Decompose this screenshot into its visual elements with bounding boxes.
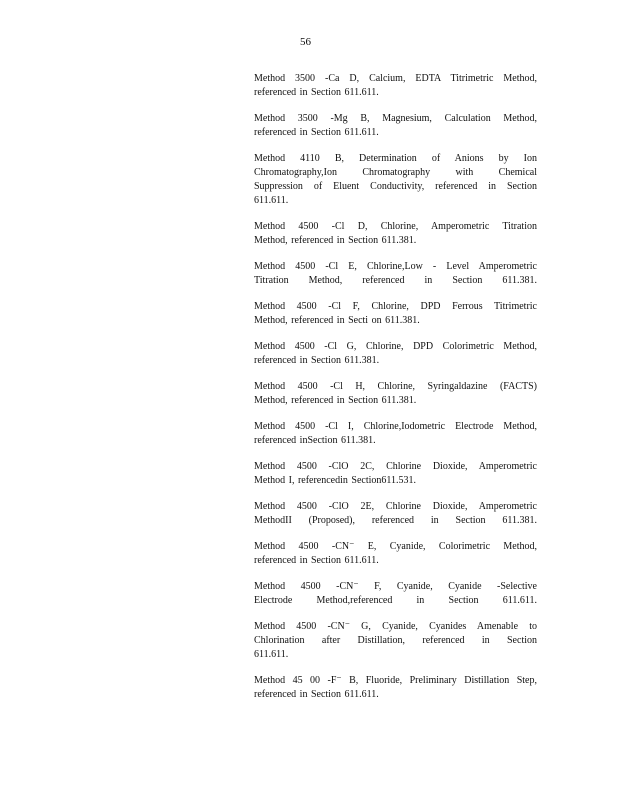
method-entry-line: Method 3500 -Mg B, Magnesium, Calculation Method, [254, 113, 537, 124]
method-entry [254, 540, 537, 568]
method-entry-line: Method 4110 B, Determination of Anions by Ion [254, 153, 537, 164]
method-entry-line: Method 4500 -Cl H, Chlorine, Syringaldazine (FACTS) [254, 381, 537, 392]
method-entry [254, 420, 537, 448]
page-number: 56 [300, 36, 311, 48]
method-entry [254, 380, 537, 408]
method-entry-line: referenced in Section 611.611. [254, 555, 379, 566]
method-entry-line: referenced inSection 611.381. [254, 435, 376, 446]
method-entry-line: Method 4500 -CN⁻ F, Cyanide, Cyanide -Selective [254, 581, 537, 592]
method-entry-line: Method 4500 -Cl D, Chlorine, Amperometric Titration [254, 221, 537, 232]
method-entry-line: Method 4500 -ClO 2C, Chlorine Dioxide, Amperometric [254, 461, 537, 472]
method-entry [254, 152, 537, 208]
method-entry [254, 620, 537, 662]
method-entry-line: Method I, referencedin Section611.531. [254, 475, 417, 486]
method-entry-line: MethodII (Proposed), referenced in Section 611.381. [254, 515, 537, 526]
method-entry-line: Chromatography,Ion Chromatography with Chemical [254, 167, 537, 178]
method-entry-line: Method, referenced in Section 611.381. [254, 395, 417, 406]
method-entry [254, 580, 537, 608]
method-entry [254, 300, 537, 328]
method-entry [254, 112, 537, 140]
method-entry-line: 611.611. [254, 195, 289, 206]
method-entry [254, 220, 537, 248]
method-entry [254, 72, 537, 100]
method-entry [254, 460, 537, 488]
method-entry-line: Method 4500 -Cl G, Chlorine, DPD Colorimetric Method, [254, 341, 537, 352]
method-entry-line: Method 45 00 -F⁻ B, Fluoride, Preliminary Distillation Step, [254, 675, 537, 686]
method-entry-line: Method 4500 -ClO 2E, Chlorine Dioxide, Amperometric [254, 501, 537, 512]
method-entry-line: referenced in Section 611.381. [254, 355, 380, 366]
method-entry-line: Titration Method, referenced in Section 611.381. [254, 275, 537, 286]
method-entry-line: Method 4500 -CN⁻ E, Cyanide, Colorimetric Method, [254, 541, 537, 552]
method-entry-line: referenced in Section 611.611. [254, 127, 379, 138]
method-entry [254, 260, 537, 288]
method-entry-line: Method 4500 -Cl I, Chlorine,Iodometric Electrode Method, [254, 421, 537, 432]
method-entry [254, 674, 537, 702]
method-entry-line: Method, referenced in Secti on 611.381. [254, 315, 420, 326]
method-entry-line: Method 3500 -Ca D, Calcium, EDTA Titrimetric Method, [254, 73, 537, 84]
method-reference-list [254, 72, 537, 714]
method-entry-line: Chlorination after Distillation, referenced in Section [254, 635, 537, 646]
method-entry-line: Method 4500 -CN⁻ G, Cyanide, Cyanides Amenable to [254, 621, 537, 632]
method-entry-line: Suppression of Eluent Conductivity, referenced in Section [254, 181, 537, 192]
method-entry [254, 340, 537, 368]
method-entry-line: referenced in Section 611.611. [254, 87, 379, 98]
method-entry [254, 500, 537, 528]
method-entry-line: 611.611. [254, 649, 289, 660]
method-entry-line: Method 4500 -Cl E, Chlorine,Low - Level Amperometric [254, 261, 537, 272]
method-entry-line: referenced in Section 611.611. [254, 689, 379, 700]
method-entry-line: Method, referenced in Section 611.381. [254, 235, 417, 246]
method-entry-line: Method 4500 -Cl F, Chlorine, DPD Ferrous Titrimetric [254, 301, 537, 312]
method-entry-line: Electrode Method,referenced in Section 611.611. [254, 595, 537, 606]
